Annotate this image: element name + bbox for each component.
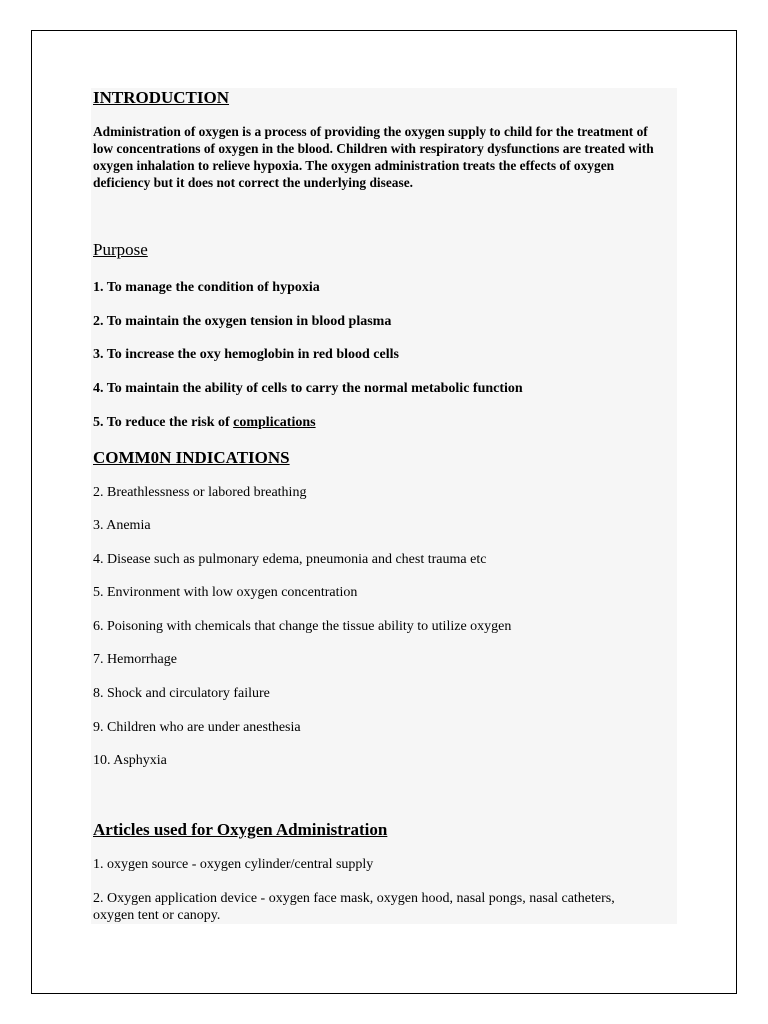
indication-item: 7. Hemorrhage <box>93 652 177 667</box>
purpose-item-1: 1. To manage the condition of hypoxia <box>93 280 320 295</box>
indication-item: 2. Breathlessness or labored breathing <box>93 485 307 500</box>
introduction-paragraph: Administration of oxygen is a process of providing the oxygen supply to child for the treatment of low concentrations of oxygen in the blood. Children with respiratory dysfunctions are treated with oxygen inhalation to relieve hypoxia. The oxygen administration treats the effects of oxygen deficiency but it does not correct the underlying disease. <box>93 124 654 190</box>
purpose-heading: Purpose <box>93 240 148 259</box>
indication-item: 6. Poisoning with chemicals that change the tissue ability to utilize oxygen <box>93 619 512 634</box>
indication-item: 9. Children who are under anesthesia <box>93 720 301 735</box>
articles-heading: Articles used for Oxygen Administration <box>93 820 388 839</box>
introduction-heading: INTRODUCTION <box>93 88 230 107</box>
indications-heading: COMM0N INDICATIONS <box>93 448 290 467</box>
purpose-item-2: 2. To maintain the oxygen tension in blood plasma <box>93 314 392 329</box>
article-item: 2. Oxygen application device - oxygen face mask, oxygen hood, nasal pongs, nasal catheters, oxygen tent or canopy. <box>93 891 615 923</box>
purpose-item-3: 3. To increase the oxy hemoglobin in red blood cells <box>93 347 399 362</box>
document-content <box>91 88 677 924</box>
article-item: 1. oxygen source - oxygen cylinder/central supply <box>93 857 374 872</box>
complications-link[interactable]: complications <box>233 415 316 430</box>
indication-item: 10. Asphyxia <box>93 753 167 768</box>
indication-item: 3. Anemia <box>93 518 151 533</box>
purpose-item-4: 4. To maintain the ability of cells to carry the normal metabolic function <box>93 381 523 396</box>
indication-item: 8. Shock and circulatory failure <box>93 686 270 701</box>
purpose-item-5-text: 5. To reduce the risk of <box>93 415 234 430</box>
purpose-item-5 <box>93 415 316 431</box>
indication-item: 4. Disease such as pulmonary edema, pneumonia and chest trauma etc <box>93 552 487 567</box>
indication-item: 5. Environment with low oxygen concentration <box>93 585 358 600</box>
